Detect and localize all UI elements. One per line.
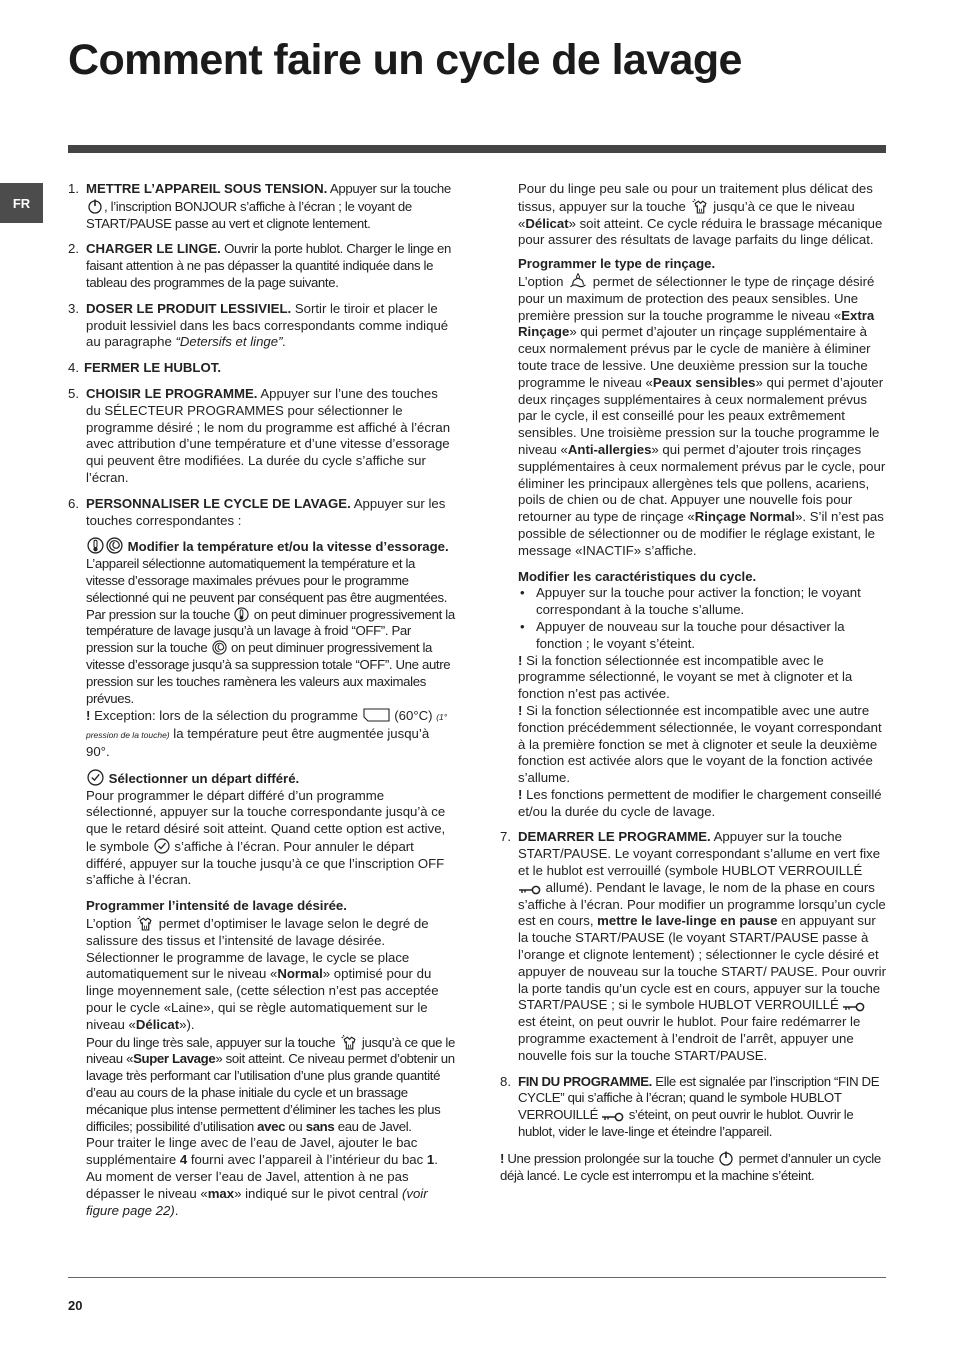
- step-title: CHARGER LE LINGE.: [86, 241, 221, 257]
- tub-icon: [363, 707, 390, 723]
- delicat-text: Pour du linge peu sale ou pour un traitement plus délicat des tissus, appuyer sur la touche jusqu’à ce que le niveau «Délicat» soit atteint. Ce cycle réduira le brassage mécanique pour assurer des résultats de lavage parfaits du linge délicat.: [518, 181, 883, 248]
- step-1: 1. METTRE L’APPAREIL SOUS TENSION. Appuyer sur la touche , l’inscription BONJOUR s’affiche à l’écran ; le voyant de START/PAUSE passe au vert et clignote lentement.: [68, 181, 451, 231]
- temperature-icon: [87, 537, 104, 554]
- step-4: [68, 360, 456, 377]
- page-title: Comment faire un cycle de lavage: [68, 36, 742, 84]
- step-title: DEMARRER LE PROGRAMME.: [518, 829, 711, 845]
- intensity-shirt-icon: [340, 1034, 358, 1050]
- step-title: FIN DU PROGRAMME.: [518, 1073, 652, 1089]
- step-number: 4.: [68, 360, 79, 376]
- power-icon: [87, 198, 103, 214]
- step-title: METTRE L’APPAREIL SOUS TENSION.: [86, 181, 328, 196]
- title-rule: [68, 145, 886, 153]
- super-lavage-text: Pour du linge très sale, appuyer sur la touche jusqu’à ce que le niveau «Super Lavage» soit atteint. Ce niveau permet d’obtenir un lavage très performant car l’utilisation d’une plus grande quantité d’eau au cours de la phase initiale du cycle et un brassage mécanique plus intense permettent d’éliminer les taches les plus difficiles; possibilité d’utilisation avec ou sans eau de Javel.: [86, 1034, 455, 1134]
- door-lock-icon: [602, 1110, 624, 1122]
- delay-start-icon: [154, 838, 170, 854]
- left-column: [68, 181, 456, 1228]
- step-5: 5. CHOISIR LE PROGRAMME. Appuyer sur l’une des touches du SÉLECTEUR PROGRAMMES pour sélectionner le programme désiré ; le nom du programme est affiché à l’écran avec attribution d’une température et d’une vitesse d’essorage qui peuvent être modifiées. La durée du cycle s’affiche sur l’écran.: [68, 385, 451, 485]
- step-title: CHOISIR LE PROGRAMME.: [86, 385, 258, 401]
- power-icon: [718, 1150, 734, 1166]
- step-number: 3.: [68, 300, 79, 316]
- delay-start-icon: [87, 769, 104, 786]
- step-7: 7. DEMARRER LE PROGRAMME. Appuyer sur la touche START/PAUSE. Le voyant correspondant s’allume en vert fixe et le hublot est verrouillé (symbole HUBLOT VERROUILLÉ allumé). Pendant le lavage, le nom de la phase en cours s’affiche à l’écran. Pour modifier un programme lorsqu’un cycle est en cours, mettre le lave-linge en pause en appuyant sur la touche START/PAUSE (le voyant START/PAUSE passe à l’orange et clignote lentement) ; sélectionner le cycle désiré et appuyer de nouveau sur la touche START/ PAUSE. Pour ouvrir la porte tandis qu’un cycle est en cours, appuyer sur la touche START/PAUSE ; si le symbole HUBLOT VERROUILLÉ est éteint, on peut ouvrir le hublot. Pour faire redémarrer le programme exactement à l’endroit de l’arrêt, appuyer une nouvelle fois sur la touche START/PAUSE.: [500, 829, 886, 1063]
- step-title: DOSER LE PRODUIT LESSIVIEL.: [86, 300, 292, 316]
- step-number: 2.: [68, 241, 79, 257]
- list-item: • Appuyer sur la touche pour activer la fonction; le voyant correspondant à la touche s’allume.: [520, 585, 861, 618]
- javel-text: Pour traiter le linge avec de l’eau de Javel, ajouter le bac supplémentaire 4 fourni avec l’appareil à l’intérieur du bac 1. Au moment de verser l’eau de Javel, attention à ne pas dépasser le niveau «max» indiqué sur le pivot central (voir figure page 22).: [86, 1135, 438, 1218]
- step-8: 8. FIN DU PROGRAMME. Elle est signalée par l’inscription “FIN DE CYCLE” qui s’affiche à l’écran; quand le symbole HUBLOT VERROUILLÉ s’éteint, on peut ouvrir le hublot. Ouvrir le hublot, vider le lave-linge et éteindre l’appareil.: [500, 1073, 880, 1140]
- right-continuation: [500, 181, 886, 820]
- intensity-text: L’option permet d’optimiser le lavage selon le degré de salissure des tissus et l’intensité de lavage désirée. Sélectionner le programme de lavage, le cycle se place automatiquement sur le niveau «Normal» optimisé pour du linge moyennement sale, (cette sélection n’est pas acceptée pour le cycle «Laine», qui se règle automatiquement sur le niveau «Délicat»).: [86, 916, 439, 1032]
- warning-note: ! Si la fonction sélectionnée est incompatible avec une autre fonction précédemment sélectionnée, le voyant correspondant à la première fonction se met à clignoter et seule la deuxième fonction est activée alors que le voyant de la fonction activée s’allume.: [518, 702, 882, 786]
- temperature-spin-section: Modifier la température et/ou la vitesse d’essorage. L’appareil sélectionne automatiquement la température et la vitesse d’essorage maximales prévues pour le programme sélectionné qui ne peuvent par conséquent pas être augmentées. Par pression sur la touche on peut diminuer progressivement la température de lavage jusqu’à un lavage à froid “OFF”. Par pression sur la touche on peut diminuer progressivement la vitesse d’essorage jusqu’à sa suppression totale “OFF”. Une autre pression sur les touches ramènera les valeurs aux maximales prévues.: [86, 539, 455, 706]
- spin-icon: [212, 640, 227, 655]
- intensity-shirt-icon: [136, 915, 154, 931]
- delay-section: Sélectionner un départ différé. Pour programmer le départ différé d’un programme sélectionné, appuyer sur la touche correspondante jusqu’à ce que le retard désiré soit atteint. Quand cette option est active, le symbole s’affiche à l’écran. Pour annuler le départ différé, appuyer sur la touche jusqu’à ce que l’inscription OFF s’affiche à l’écran.: [86, 770, 446, 888]
- step-6: 6. PERSONNALISER LE CYCLE DE LAVAGE. Appuyer sur les touches correspondantes : Modifier la température et/ou la vitesse d’essorage. L’appareil sélectionne automatiquement la température et la vitesse d’essorage maximales prévues pour le programme sélectionné qui ne peuvent par conséquent pas être augmentées. Par pression sur la touche on peut diminuer progressivement la température de lavage jusqu’à un lavage à froid “OFF”. Par pression sur la touche on peut diminuer progressivement la vitesse d’essorage jusqu’à sa suppression totale “OFF”. Une autre pression sur les touches ramènera les valeurs aux maximales prévues. ! Exception: lors de la sélection du programme (60°C) (1° pression de la touche) la température peut être augmentée jusqu’à 90°. Sélectionner un départ différé. Pour programmer le départ différé d’un programme sélectionné, appuyer sur la touche correspondante jusqu’à ce que le retard désiré soit atteint. Quand cette option est active, le symbole s’affiche à l’écran. Pour annuler le départ différé, appuyer sur la touche jusqu’à ce que l’inscription OFF s’affiche à l’écran. Programmer l’intensité de lavage désirée. L’option permet d’optimiser le lavage selon le degré de salissure des tissus et l’intensité de lavage désirée. Sélectionner le programme de lavage, le cycle se place automatiquement sur le niveau «Normal» optimisé pour du linge moyennement sale, (cette sélection n’est pas acceptée pour le cycle «Laine», qui se règle automatiquement sur le niveau «Délicat»). Pour du linge très sale, appuyer sur la touche jusqu’à ce que le niveau «Super Lavage» soit atteint. Ce niveau permet d’obtenir un lavage très performant car l’utilisation d’une plus grande quantité d’eau au cours de la phase initiale du cycle et un brassage mécanique plus intense permettent d’éliminer les taches les plus difficiles; possibilité d’utilisation avec ou sans eau de Javel. Pour traiter le linge avec de l’eau de Javel, ajouter le bac supplémentaire 4 fourni avec l’appareil à l’intérieur du bac 1. Au moment de verser l’eau de Javel, attention à ne pas dépasser le niveau «max» indiqué sur le pivot central (voir figure page 22).: [68, 495, 455, 1218]
- step-title: PERSONNALISER LE CYCLE DE LAVAGE.: [86, 495, 351, 511]
- right-column: [500, 181, 886, 1184]
- spin-icon: [106, 537, 123, 554]
- list-item: • Appuyer de nouveau sur la touche pour désactiver la fonction ; le voyant s’éteint.: [520, 618, 845, 651]
- intensity-shirt-icon: [691, 198, 709, 214]
- warning-note: ! Les fonctions permettent de modifier le chargement conseillé et/ou la durée du cycle de lavage.: [518, 786, 882, 819]
- step-number: 1.: [68, 181, 79, 196]
- rinse-text: L’option permet de sélectionner le type de rinçage désiré pour un maximum de protection des peaux sensibles. Une première pression sur la touche programme le niveau «Extra Rinçage» qui permet d’ajouter un rinçage supplémentaire à ceux normalement prévus par le cycle de manière à éliminer toute trace de lessive. Une deuxième pression sur la touche programme le niveau «Peaux sensibles» qui permet d’ajouter deux rinçages supplémentaires à ceux normalement prévus par le cycle, il est conseillé pour les peaux extrêmement sensibles. Une troisième pression sur la touche programme le niveau «Anti-allergies» qui permet d’ajouter trois rinçages supplémentaires à ceux normalement prévus par le cycle, pour éliminer les principaux allergènes tels que pollens, acariens, poils de chien ou de chat. Appuyer une nouvelle fois pour retourner au type de rinçage «Rinçage Normal». S’il n’est pas possible de sélectionner ou de modifier le réglage existant, le message «INACTIF» s’affiche.: [518, 273, 886, 558]
- modify-heading: Modifier les caractéristiques du cycle.: [518, 568, 757, 584]
- step-title: FERMER LE HUBLOT.: [84, 360, 221, 376]
- step-number: 8.: [500, 1073, 511, 1089]
- step-number: 7.: [500, 829, 511, 845]
- intensity-heading: Programmer l’intensité de lavage désirée.: [86, 898, 347, 914]
- step-number: 5.: [68, 385, 79, 401]
- door-lock-icon: [519, 883, 541, 895]
- rinse-heading: Programmer le type de rinçage.: [518, 256, 716, 272]
- warning-note: ! Si la fonction sélectionnée est incompatible avec le programme sélectionné, le voyant se met à clignoter et la fonction n’est pas activée.: [518, 652, 853, 702]
- step-number: 6.: [68, 495, 79, 511]
- final-note: ! Une pression prolongée sur la touche permet d’annuler un cycle déjà lancé. Le cycle est interrompu et la machine s’éteint.: [500, 1150, 881, 1183]
- rinse-icon: [568, 273, 588, 289]
- footer-rule: [68, 1277, 886, 1278]
- step-2: 2. CHARGER LE LINGE. Ouvrir la porte hublot. Charger le linge en faisant attention à ne pas dépasser la quantité indiquée dans le tableau des programmes de la page suivante.: [68, 241, 451, 290]
- door-lock-icon: [843, 1000, 865, 1012]
- language-tab: FR: [0, 183, 43, 223]
- temperature-icon: [234, 607, 249, 622]
- step-3: 3. DOSER LE PRODUIT LESSIVIEL. Sortir le tiroir et placer le produit lessiviel dans les bacs correspondants comme indiqué au paragraphe “Detersifs et linge”.: [68, 300, 449, 350]
- page-number: 20: [68, 1298, 83, 1313]
